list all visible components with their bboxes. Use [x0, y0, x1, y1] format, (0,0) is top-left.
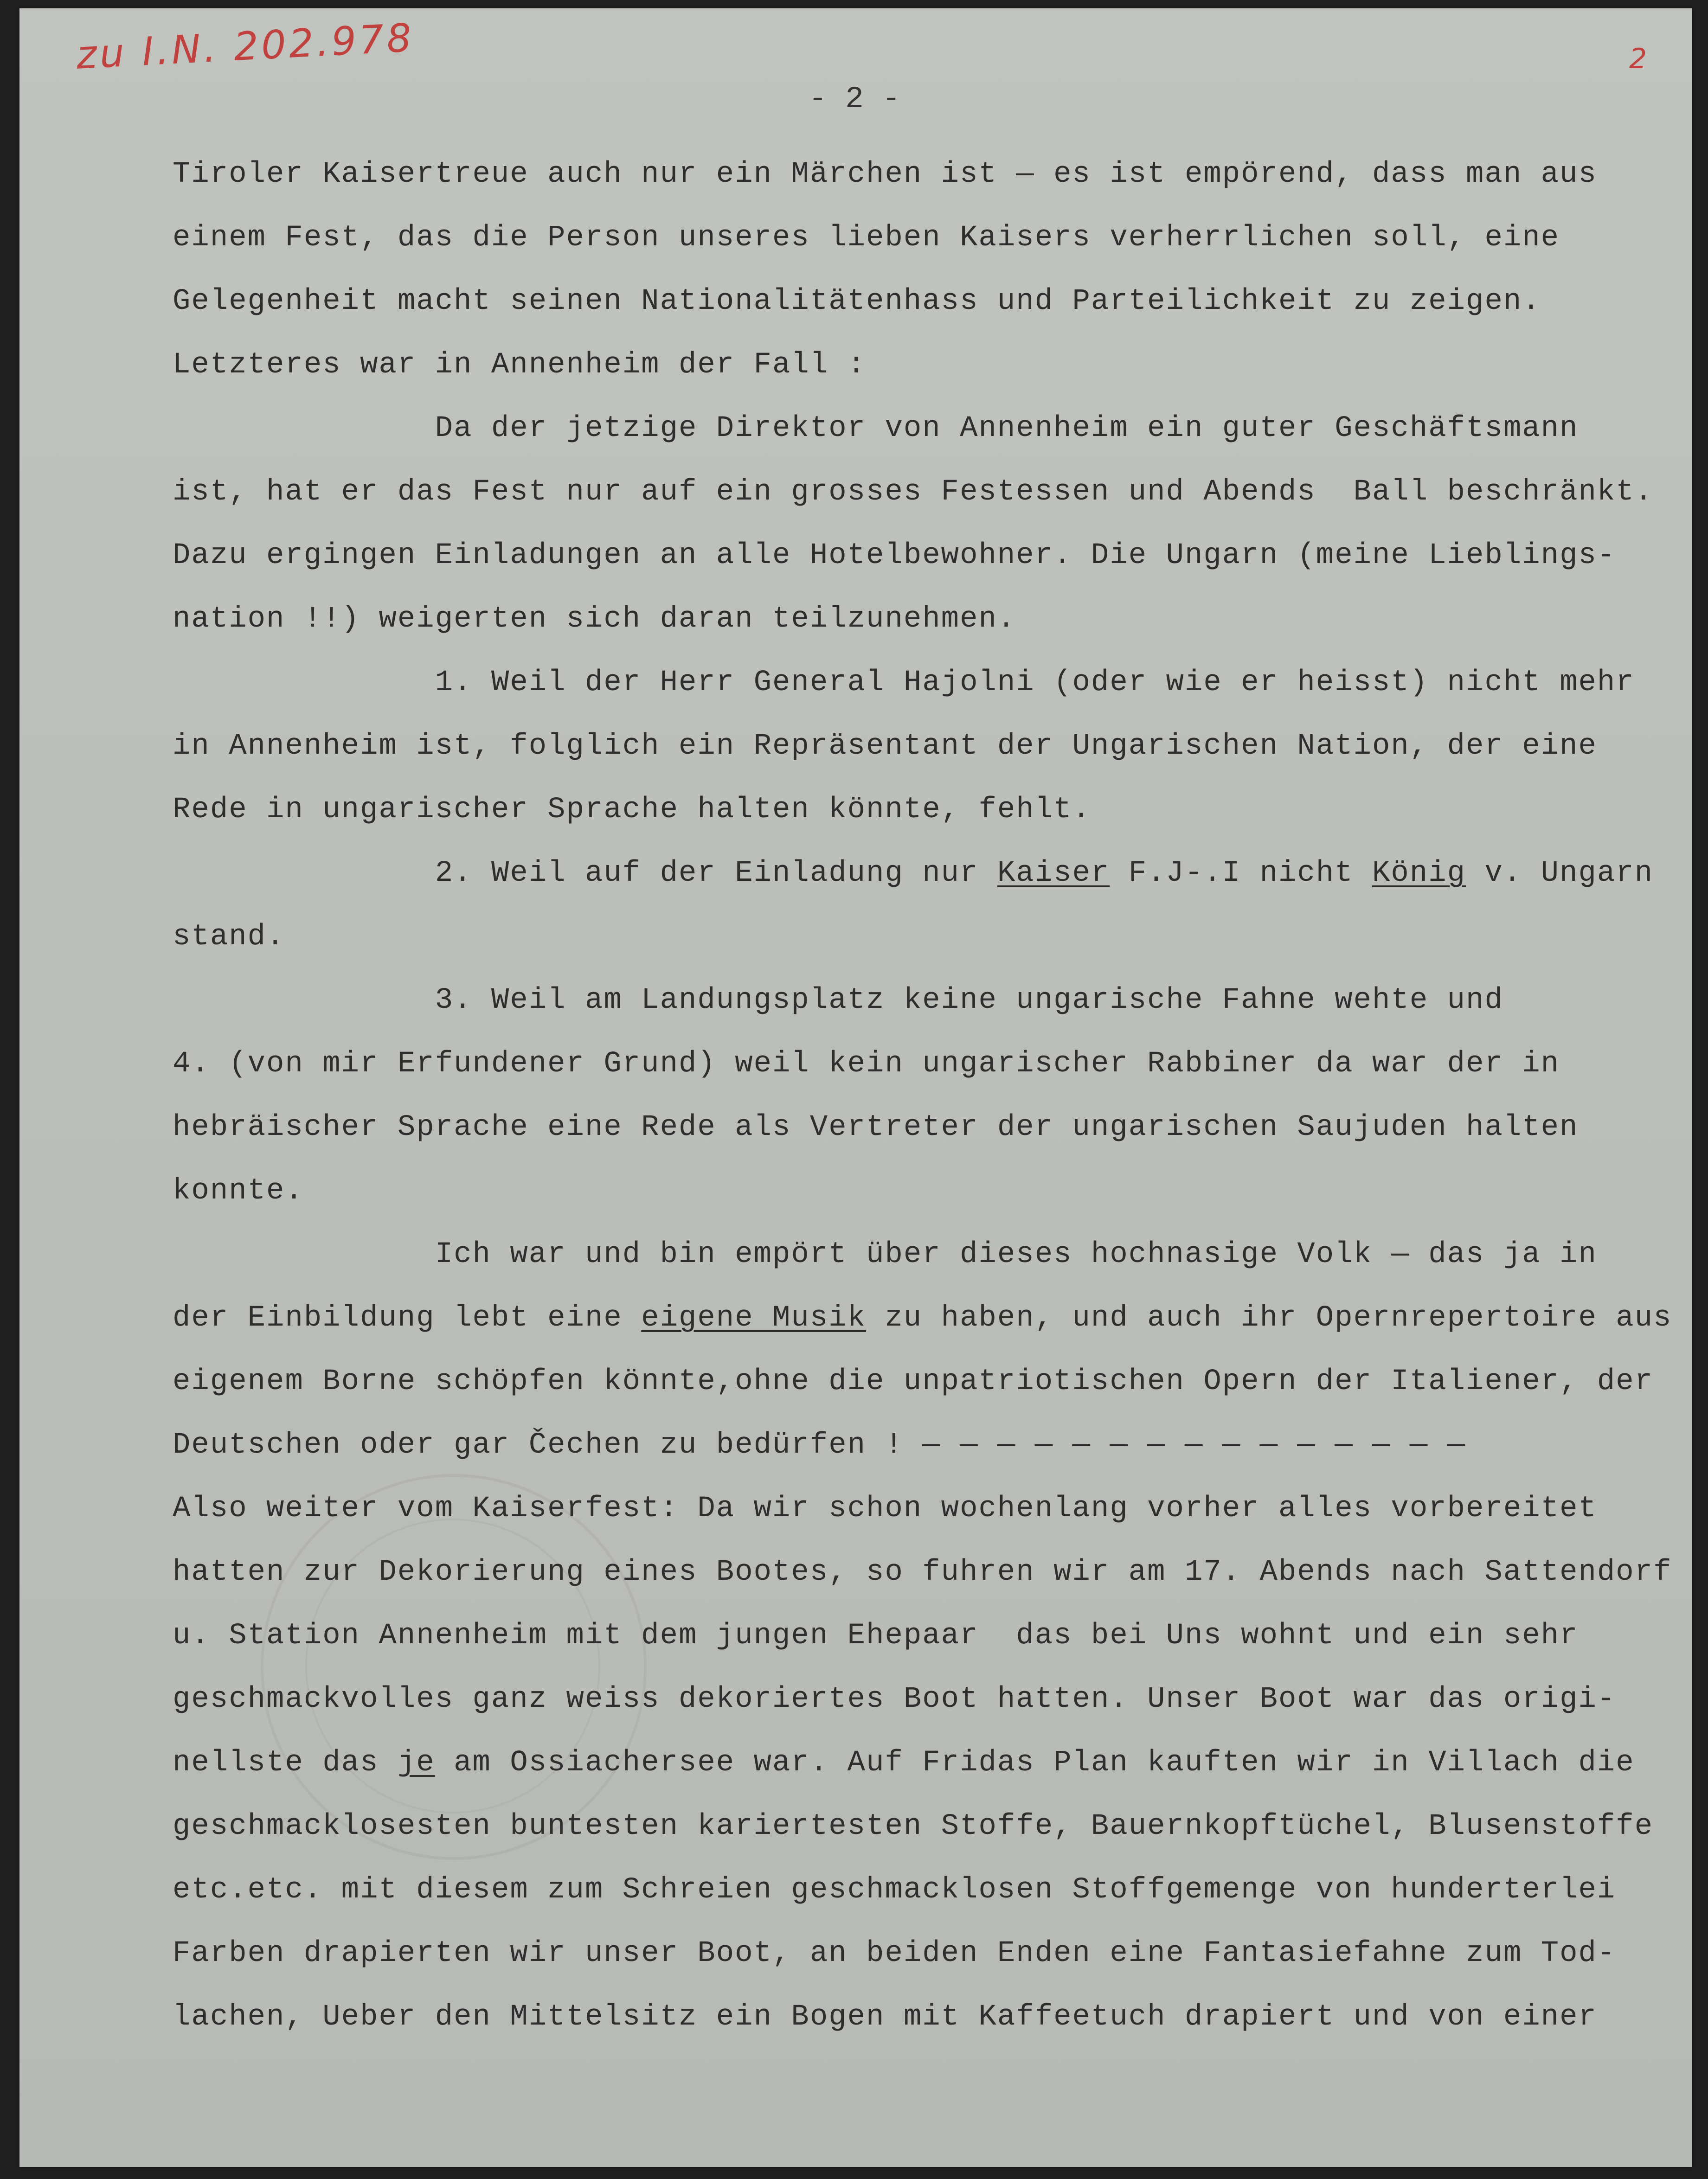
line-text: lachen, Ueber den Mittelsitz ein Bogen mit Kaffeetuch drapiert und von einer: [173, 2000, 1597, 2034]
page-number: - 2 -: [808, 82, 901, 116]
line-text: Rede in ungarischer Sprache halten könnte, fehlt.: [173, 793, 1091, 827]
text-line: [173, 1795, 1676, 1859]
text-line: [173, 969, 1676, 1032]
line-text: v. Ungarn: [1466, 857, 1654, 890]
line-text: 4. (von mir Erfundener Grund) weil kein ungarischer Rabbiner da war der in: [173, 1047, 1560, 1081]
line-text: Gelegenheit macht seinen Nationalitätenhass und Parteilichkeit zu zeigen.: [173, 285, 1541, 318]
text-line: [173, 333, 1676, 397]
line-text: Dazu ergingen Einladungen an alle Hotelbewohner. Die Ungarn (meine Lieblings-: [173, 539, 1616, 572]
line-text: hebräischer Sprache eine Rede als Vertreter der ungarischen Saujuden halten: [173, 1111, 1579, 1144]
text-line: [173, 1350, 1676, 1414]
line-text: in Annenheim ist, folglich ein Repräsentant der Ungarischen Nation, der eine: [173, 730, 1597, 763]
text-line: [173, 461, 1676, 524]
text-line: [173, 524, 1676, 588]
text-line: [173, 1604, 1676, 1668]
text-line: [173, 1731, 1676, 1795]
line-text: zu haben, und auch ihr Opernrepertoire aus: [866, 1301, 1672, 1335]
line-text: geschmackvolles ganz weiss dekoriertes Boot hatten. Unser Boot war das origi-: [173, 1683, 1616, 1716]
folio-number-handwritten: 2: [1629, 43, 1647, 75]
line-text: Tiroler Kaisertreue auch nur ein Märchen ist — es ist empörend, dass man aus: [173, 158, 1597, 191]
line-text: konnte.: [173, 1174, 304, 1208]
text-line: [173, 778, 1676, 842]
line-text: 3. Weil am Landungsplatz keine ungarische Fahne wehte und: [173, 984, 1503, 1017]
line-text: nation !!) weigerten sich daran teilzunehmen.: [173, 602, 1016, 636]
text-line: [173, 842, 1676, 905]
line-text: etc.etc. mit diesem zum Schreien geschmacklosen Stoffgemenge von hunderterlei: [173, 1873, 1616, 1907]
text-line: [173, 1032, 1676, 1096]
line-text: Deutschen oder gar Čechen zu bedürfen ! — — — — — — — — — — — — — — —: [173, 1429, 1466, 1462]
line-text: 2. Weil auf der Einladung nur: [173, 857, 997, 890]
text-line: [173, 206, 1676, 270]
text-line: [173, 1477, 1676, 1541]
line-text: Farben drapierten wir unser Boot, an beiden Enden eine Fantasiefahne zum Tod-: [173, 1937, 1616, 1970]
text-line: [173, 397, 1676, 461]
line-text: nellste das: [173, 1746, 398, 1780]
line-text: ist, hat er das Fest nur auf ein grosses Festessen und Abends Ball beschränkt.: [173, 475, 1654, 509]
text-line: [173, 651, 1676, 715]
document-page: [19, 8, 1692, 2167]
archive-reference-handwritten: zu I.N. 202.978: [75, 14, 416, 78]
line-text: geschmacklosesten buntesten kariertesten Stoffe, Bauernkopftüchel, Blusenstoffe: [173, 1810, 1654, 1843]
line-text: 1. Weil der Herr General Hajolni (oder wie er heisst) nicht mehr: [173, 666, 1635, 699]
line-text: hatten zur Dekorierung eines Bootes, so fuhren wir am 17. Abends nach Sattendorf: [173, 1556, 1672, 1589]
text-line: [173, 905, 1676, 969]
line-text: Letzteres war in Annenheim der Fall :: [173, 348, 867, 382]
text-line: [173, 1414, 1676, 1477]
line-text: eigenem Borne schöpfen könnte,ohne die unpatriotischen Opern der Italiener, der: [173, 1365, 1654, 1398]
underlined-text: Kaiser: [997, 857, 1110, 890]
text-line: [173, 270, 1676, 333]
line-text: der Einbildung lebt eine: [173, 1301, 642, 1335]
underlined-text: je: [397, 1746, 435, 1780]
text-line: [173, 1160, 1676, 1223]
line-text: stand.: [173, 920, 285, 954]
text-line: [173, 588, 1676, 651]
text-line: [173, 143, 1676, 206]
text-line: [173, 1287, 1676, 1350]
line-text: F.J-.I nicht: [1110, 857, 1372, 890]
line-text: am Ossiachersee war. Auf Fridas Plan kauften wir in Villach die: [435, 1746, 1635, 1780]
underlined-text: König: [1372, 857, 1466, 890]
line-text: Ich war und bin empört über dieses hochnasige Volk — das ja in: [173, 1238, 1597, 1271]
underlined-text: eigene Musik: [641, 1301, 867, 1335]
text-line: [173, 1223, 1676, 1287]
text-line: [173, 1096, 1676, 1160]
text-line: [173, 1986, 1676, 2049]
line-text: Da der jetzige Direktor von Annenheim ein guter Geschäftsmann: [173, 412, 1579, 445]
text-line: [173, 1859, 1676, 1922]
text-line: [173, 1668, 1676, 1731]
typewritten-letter-body: [173, 143, 1676, 2049]
text-line: [173, 1922, 1676, 1986]
text-line: [173, 1541, 1676, 1604]
text-line: [173, 715, 1676, 778]
line-text: Also weiter vom Kaiserfest: Da wir schon wochenlang vorher alles vorbereitet: [173, 1492, 1597, 1525]
line-text: einem Fest, das die Person unseres lieben Kaisers verherrlichen soll, eine: [173, 221, 1560, 255]
line-text: u. Station Annenheim mit dem jungen Ehepaar das bei Uns wohnt und ein sehr: [173, 1619, 1579, 1653]
